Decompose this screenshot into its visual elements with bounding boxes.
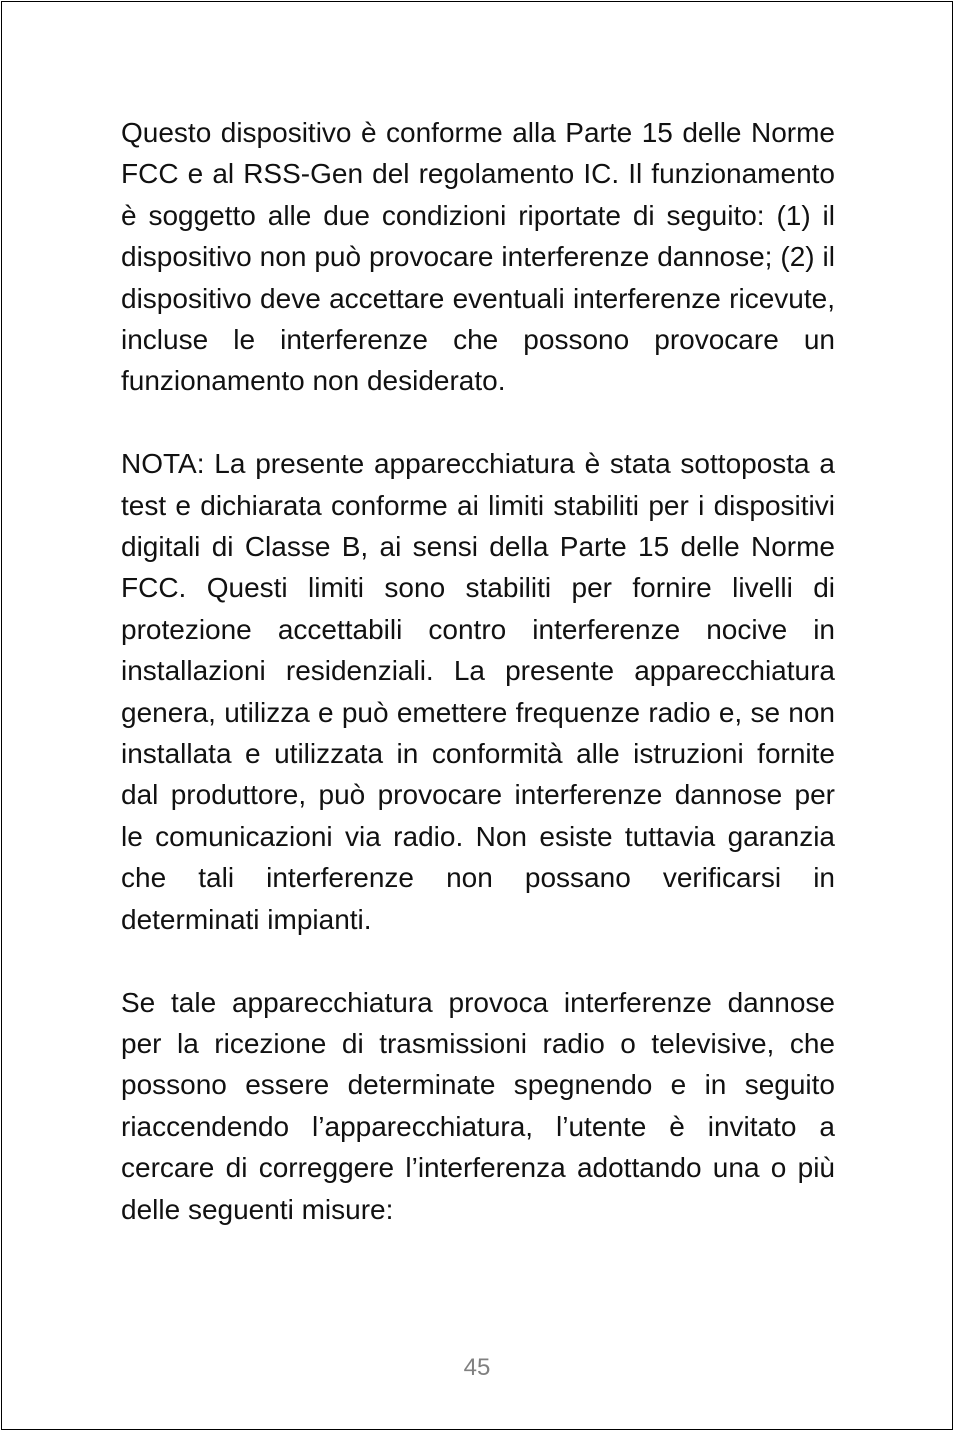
paragraph-note: NOTA: La presente apparecchiatura è stata sottoposta a test e dichiarata conforme ai limiti stabiliti per i dispositivi digitali di Classe B, ai sensi della Parte 15 delle Norme FCC. Questi limiti sono stabiliti per fornire livelli di protezione accettabili contro interferenze nocive in installazioni residenziali. La presente apparecchiatura genera, utilizza e può emettere frequenze radio e, se non installata e utilizzata in conformità alle istruzioni fornite dal produttore, può provocare interferenze dannose per le comunicazioni via radio. Non esiste tuttavia garanzia che tali interferenze non possano verificarsi in determinati impianti.	[121, 448, 835, 935]
paragraph-compliance: Questo dispositivo è conforme alla Parte 15 delle Norme FCC e al RSS-Gen del regolamento IC. Il funzionamento è soggetto alle due condizioni riportate di seguito: (1) il dispositivo non può provocare interferenze dannose; (2) il dispositivo deve accettare eventuali interferenze ricevute, incluse le interferenze che possono provocare un funzionamento non desiderato.	[121, 117, 835, 397]
paragraph-interference-measures: Se tale apparecchiatura provoca interferenze dannose per la ricezione di trasmissioni radio o televisive, che possono essere determinate spegnendo e in seguito riaccendendo l’apparecchiatura, l’utente è invitato a cercare di correggere l’interferenza adottando una o più delle seguenti misure:	[121, 986, 835, 1225]
page-number: 45	[463, 1354, 491, 1381]
page-body	[121, 112, 835, 1230]
document-page	[1, 1, 953, 1430]
